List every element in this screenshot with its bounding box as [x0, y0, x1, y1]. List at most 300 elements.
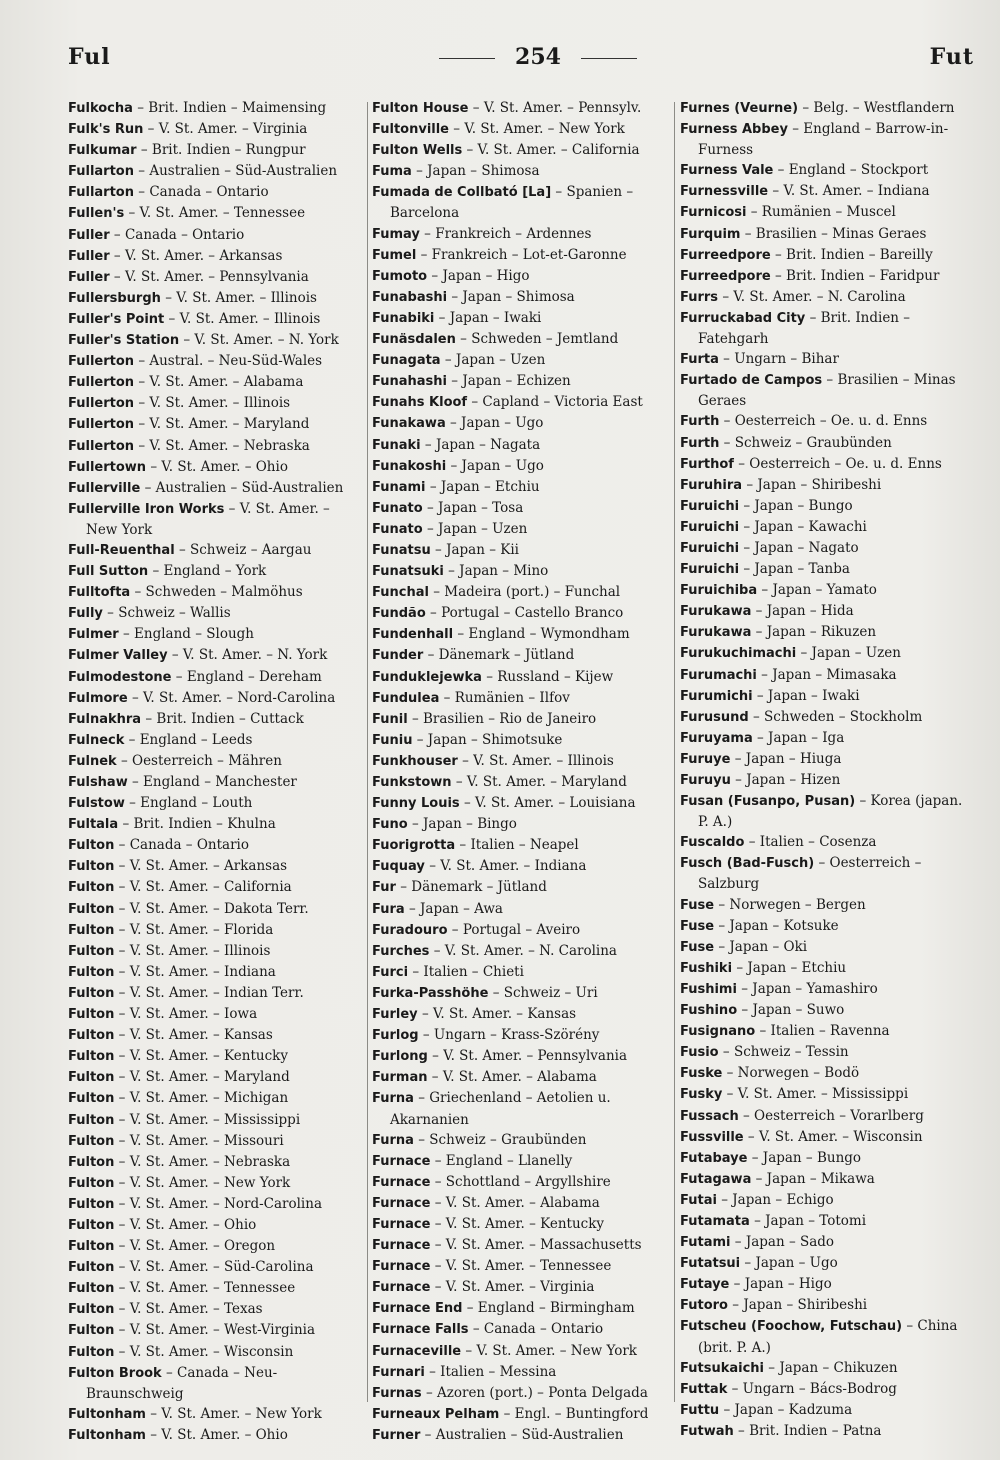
entry-location: – England – Louth — [124, 795, 253, 812]
entry-location: – Japan – Kii — [430, 541, 519, 558]
list-item — [372, 983, 670, 1004]
entry-name: Furquim — [680, 226, 741, 242]
entry-location: – Italien – Ravenna — [755, 1023, 890, 1040]
entry-name: Fullerton — [68, 396, 135, 412]
entry-location: – Ungarn – Bihar — [718, 351, 839, 368]
entry-name: Fussach — [680, 1108, 739, 1124]
entry-location: – Italien – Messina — [424, 1363, 557, 1380]
list-item — [68, 962, 364, 983]
entry-location: – Italien – Chieti — [408, 963, 524, 980]
entry-location: – Italien – Neapel — [455, 837, 579, 854]
entry-name: Furnicosi — [680, 205, 747, 221]
list-item — [372, 224, 670, 245]
entry-location: – Japan – Chikuzen — [764, 1359, 898, 1376]
list-item — [680, 622, 972, 643]
list-item — [68, 119, 364, 140]
list-item — [680, 1148, 972, 1169]
entry-location: – Japan – Etchiu — [732, 959, 847, 976]
list-item — [680, 665, 972, 686]
entry-location: – V. St. Amer. – Ohio — [145, 1426, 288, 1443]
entry-location: – V. St. Amer. – Wisconsin — [114, 1343, 294, 1360]
entry-name: Fulton — [68, 1133, 115, 1149]
list-item — [372, 772, 670, 793]
entry-name: Furreedpore — [680, 247, 771, 263]
entry-location: – Schweden – Malmöhus — [130, 584, 303, 601]
entry-name: Fushimi — [680, 981, 737, 997]
entry-location: – V. St. Amer. – West-Virginia — [114, 1322, 316, 1339]
entry-location: – V. St. Amer. – Nebraska — [134, 437, 310, 454]
entry-location: – Russland – Kijew — [481, 668, 614, 685]
entry-name: Fultonham — [68, 1427, 146, 1443]
entry-name: Fulton — [68, 1091, 115, 1107]
list-item — [68, 730, 364, 751]
list-item — [680, 349, 972, 370]
entry-location: – Japan – Iga — [752, 729, 845, 746]
entry-location: – Brit. Indien – Bareilly — [770, 246, 933, 263]
entry-name: Fusch (Bad-Fusch) — [680, 856, 815, 872]
list-item — [372, 498, 670, 519]
list-item — [680, 1253, 972, 1274]
entry-name: Furka-Passhöhe — [372, 985, 489, 1001]
entry-name: Funiu — [372, 732, 413, 748]
entry-name: Fulton — [68, 1049, 115, 1065]
entry-location: – Japan – Uzen — [422, 520, 528, 537]
entry-location: – V. St. Amer. – Florida — [114, 921, 274, 938]
list-item — [68, 941, 364, 962]
list-item — [680, 1169, 972, 1190]
entry-name: Fulton — [68, 985, 115, 1001]
entry-name: Furnari — [372, 1364, 425, 1380]
list-item — [372, 1046, 670, 1067]
list-item — [680, 308, 972, 349]
entry-location: – V. St. Amer. – Nord-Carolina — [114, 1195, 322, 1212]
entry-name: Fulton — [68, 1281, 115, 1297]
list-item — [68, 793, 364, 814]
list-item — [68, 182, 364, 203]
list-item — [680, 1316, 972, 1357]
entry-name: Furches — [372, 943, 430, 959]
list-item — [68, 1004, 364, 1025]
list-item — [372, 329, 670, 350]
entry-name: Fuller's Station — [68, 333, 180, 349]
entry-location: – Austral. – Neu-Süd-Wales — [134, 353, 323, 370]
list-item — [372, 1319, 670, 1340]
list-item — [680, 1042, 972, 1063]
entry-location: – V. St. Amer. – Alabama — [430, 1194, 600, 1211]
entry-location: – V. St. Amer. – Arkansas — [109, 247, 283, 264]
list-item — [68, 1425, 364, 1446]
entry-name: Fullen's — [68, 206, 125, 222]
list-item — [68, 920, 364, 941]
entry-location: – V. St. Amer. – Michigan — [114, 1090, 289, 1107]
list-item — [680, 1232, 972, 1253]
list-item — [372, 140, 670, 161]
entry-name: Futatsui — [680, 1256, 741, 1272]
entry-location: – Japan – Hizen — [730, 772, 841, 788]
entry-name: Funami — [372, 479, 426, 495]
entry-location: – Brasilien – Minas Geraes — [698, 372, 956, 410]
entry-name: Fumada de Collbató [La] — [372, 185, 552, 201]
entry-name: Fullarton — [68, 164, 134, 180]
entry-location: – V. St. Amer. – Nebraska — [114, 1153, 291, 1170]
entry-name: Fuma — [372, 164, 412, 180]
entry-name: Fulnek — [68, 753, 117, 769]
entry-name: Funil — [372, 711, 408, 727]
entry-name: Fulnakhra — [68, 711, 142, 727]
list-item — [372, 877, 670, 898]
entry-location: – V. St. Amer. – Texas — [114, 1301, 263, 1318]
entry-name: Futaye — [680, 1277, 730, 1293]
entry-location: – Brit. Indien – Rungpur — [136, 142, 306, 159]
entry-location: – V. St. Amer. – Kansas — [114, 1027, 273, 1044]
entry-name: Futamata — [680, 1213, 750, 1229]
list-item — [372, 1404, 670, 1425]
list-item — [68, 351, 364, 372]
list-item — [68, 624, 364, 645]
entry-name: Fuscaldo — [680, 835, 745, 851]
entry-location: – Japan – Bingo — [407, 816, 517, 833]
entry-location: – V. St. Amer. – Arkansas — [114, 858, 288, 875]
entry-name: Furnace — [372, 1216, 431, 1232]
entry-name: Funaki — [372, 437, 421, 453]
entry-location: – Japan – Higo — [729, 1276, 832, 1293]
entry-location: – Japan – Bungo — [739, 497, 853, 514]
entry-location: – V. St. Amer. – Maryland — [114, 1069, 290, 1086]
entry-location: – Japan – Totomi — [749, 1212, 867, 1229]
entry-name: Fulton — [68, 922, 115, 938]
list-item — [680, 707, 972, 728]
entry-name: Futscheu (Foochow, Futschau) — [680, 1319, 903, 1335]
entry-name: Furuichi — [680, 562, 740, 578]
entry-location: – Japan – Rikuzen — [751, 624, 877, 641]
entry-name: Fur — [372, 880, 396, 896]
entry-name: Fullersburgh — [68, 290, 161, 306]
entry-location: – V. St. Amer. – N. York — [167, 647, 328, 664]
entry-name: Furth — [680, 435, 720, 451]
entry-name: Fumel — [372, 247, 417, 263]
entry-location: – Ungarn – Bács-Bodrog — [727, 1380, 897, 1397]
entry-name: Furnace — [372, 1238, 431, 1254]
list-item — [680, 1021, 972, 1042]
entry-location: – V. St. Amer. – Pennsylvania — [109, 268, 309, 285]
entry-name: Furlog — [372, 1028, 419, 1044]
entry-location: – Australien – Süd-Australien — [133, 163, 338, 180]
list-item — [680, 686, 972, 707]
entry-location: – V. St. Amer. – New York — [461, 1342, 637, 1359]
entry-location: – Dänemark – Jütland — [423, 647, 575, 664]
list-item — [68, 372, 364, 393]
list-item — [68, 161, 364, 182]
entry-location: – Brasilien – Minas Geraes — [740, 225, 927, 242]
list-item — [372, 1256, 670, 1277]
entry-name: Furuyu — [680, 773, 731, 788]
entry-name: Fulk's Run — [68, 122, 144, 138]
list-item — [68, 457, 364, 478]
entry-name: Fulton Brook — [68, 1365, 162, 1381]
list-item — [680, 853, 972, 894]
entry-name: Fundenhall — [372, 627, 454, 643]
entry-location: – V. St. Amer. – N. Carolina — [429, 942, 617, 959]
entry-location: – Japan – Iwaki — [752, 687, 860, 704]
list-item — [680, 1295, 972, 1316]
list-item — [372, 899, 670, 920]
entry-name: Furness Abbey — [680, 122, 788, 138]
header-rule-left — [439, 58, 495, 59]
entry-name: Fultala — [68, 817, 119, 833]
entry-name: Funäsdalen — [372, 332, 456, 348]
entry-location: – Schottland – Argyllshire — [430, 1173, 611, 1190]
entry-name: Fulneck — [68, 732, 125, 748]
entry-name: Fulton Wells — [372, 143, 463, 159]
entry-name: Furthof — [680, 456, 734, 472]
list-item — [68, 772, 364, 793]
entry-name: Fulton — [68, 1217, 115, 1233]
entry-name: Funahs Kloof — [372, 395, 468, 411]
list-item — [68, 1088, 364, 1109]
entry-name: Fumay — [372, 226, 420, 242]
entry-name: Fusignano — [680, 1024, 756, 1040]
entry-location: – Japan – Hiuga — [730, 750, 842, 767]
entry-name: Furreedpore — [680, 268, 771, 284]
entry-name: Furuichi — [680, 519, 740, 535]
entry-name: Fultonville — [372, 122, 450, 138]
column-3 — [680, 98, 972, 1439]
entry-name: Fuse — [680, 897, 715, 913]
entry-name: Fulltofta — [68, 585, 131, 601]
entry-location: – Rumänien – Muscel — [746, 204, 896, 221]
entry-location: – Japan – Ugo — [740, 1255, 838, 1272]
list-item — [68, 393, 364, 414]
list-item — [372, 561, 670, 582]
entry-name: Furuichiba — [680, 583, 758, 599]
list-item — [372, 1088, 670, 1129]
entry-name: Fulmer — [68, 627, 119, 643]
entry-location: – Japan – Yamato — [757, 582, 877, 599]
list-item — [680, 1063, 972, 1084]
entry-name: Fusky — [680, 1087, 723, 1103]
list-item — [68, 582, 364, 603]
entry-name: Fullarton — [68, 185, 134, 201]
entry-name: Futtu — [680, 1402, 720, 1418]
entry-name: Fulton — [68, 1302, 115, 1318]
entry-name: Fusan (Fusanpo, Pusan) — [680, 794, 856, 810]
entry-name: Funabashi — [372, 289, 448, 305]
list-item — [372, 1362, 670, 1383]
entry-name: Funder — [372, 648, 424, 664]
entry-name: Fuller — [68, 227, 110, 243]
entry-name: Funny Louis — [372, 796, 460, 812]
entry-name: Furuhira — [680, 477, 743, 493]
entry-location: – V. St. Amer. – Kansas — [417, 1006, 577, 1023]
entry-location: – Brit. Indien – Cuttack — [141, 710, 304, 727]
list-item — [68, 1257, 364, 1278]
entry-location: – Schweiz – Aargau — [174, 541, 312, 558]
entry-location: – Madeira (port.) – Funchal — [428, 584, 621, 601]
entry-location: – V. St. Amer. – New York — [114, 1174, 291, 1191]
entry-location: – Japan – Hida — [751, 603, 854, 620]
list-item — [680, 832, 972, 853]
list-item — [680, 1421, 972, 1442]
entry-name: Furci — [372, 964, 409, 980]
entry-name: Furness Vale — [680, 163, 774, 179]
entry-name: Furnace — [372, 1195, 431, 1211]
entry-location: – Canada – Ontario — [109, 226, 245, 243]
entry-name: Fulton — [68, 1070, 115, 1086]
entry-location: – Spanien – Barcelona — [390, 184, 634, 222]
entry-location: – V. St. Amer. – Maryland — [134, 416, 310, 433]
entry-name: Fulton — [68, 1239, 115, 1255]
list-item — [372, 477, 670, 498]
list-item — [680, 791, 972, 832]
entry-location: – Rumänien – Ilfov — [439, 689, 570, 706]
list-item — [372, 266, 670, 287]
list-item — [68, 1152, 364, 1173]
list-item — [372, 456, 670, 477]
list-item — [680, 1084, 972, 1105]
list-item — [68, 688, 364, 709]
entry-name: Furuyama — [680, 730, 753, 746]
entry-location: – Japan – Nagato — [739, 539, 859, 556]
list-item — [68, 561, 364, 582]
entry-location: – V. St. Amer. – Indiana — [768, 183, 930, 200]
entry-name: Furukawa — [680, 604, 752, 620]
entry-name: Funkstown — [372, 775, 452, 790]
entry-location: – Norwegen – Bergen — [714, 896, 866, 913]
entry-location: – Japan – Iwaki — [434, 309, 542, 326]
entry-location: – Canada – Ontario — [114, 837, 249, 854]
entry-name: Fulton — [68, 964, 115, 980]
entry-location: – Japan – Sado — [730, 1234, 835, 1251]
entry-name: Furnessville — [680, 184, 769, 200]
entry-location: – Japan – Echizen — [447, 373, 571, 390]
entry-name: Furnace — [372, 1280, 431, 1296]
list-item — [372, 645, 670, 666]
entry-location: – Japan – Awa — [404, 900, 503, 917]
list-item — [68, 1025, 364, 1046]
entry-location: – V. St. Amer. – Süd-Carolina — [114, 1259, 314, 1276]
entry-name: Fulmer Valley — [68, 648, 168, 664]
entry-location: – V. St. Amer. – Illinois — [164, 310, 321, 327]
entry-location: – Japan – Bungo — [747, 1149, 862, 1166]
entry-name: Furnace — [372, 1153, 431, 1169]
entry-location: – Japan – Shimosa — [447, 288, 575, 305]
column-divider-2 — [674, 102, 675, 1402]
entry-location: – V. St. Amer. – Massachusetts — [430, 1237, 642, 1254]
entry-location: – V. St. Amer. – Iowa — [114, 1006, 258, 1023]
entry-location: – Japan – Shimosa — [411, 163, 540, 180]
entry-name: Furumichi — [680, 688, 753, 704]
list-item — [68, 1236, 364, 1257]
entry-location: – Brasilien – Rio de Janeiro — [407, 710, 597, 727]
list-item — [372, 1341, 670, 1362]
list-item — [372, 920, 670, 941]
header-rule-right — [581, 58, 637, 59]
entry-location: – V. St. Amer. – Louisiana — [459, 795, 636, 812]
entry-location: – V. St. Amer. – Tennessee — [114, 1280, 296, 1297]
list-item — [680, 370, 972, 411]
entry-location: – Oesterreich – Oe. u. d. Enns — [719, 413, 928, 430]
entry-location: – Brit. Indien – Maimensing — [132, 100, 327, 116]
list-item — [680, 979, 972, 1000]
entry-name: Fullerville Iron Works — [68, 501, 225, 517]
entry-name: Fulkumar — [68, 143, 137, 159]
entry-location: – Oesterreich – Salzburg — [698, 855, 922, 893]
entry-location: – Schweden – Jemtland — [455, 331, 619, 348]
entry-name: Furumachi — [680, 667, 757, 683]
entry-location: – V. St. Amer. – Indiana — [114, 963, 276, 980]
entry-name: Furtado de Campos — [680, 373, 823, 389]
list-item — [680, 224, 972, 245]
list-item — [680, 1190, 972, 1211]
list-item — [68, 667, 364, 688]
entry-name: Fulton — [68, 1323, 115, 1339]
list-item — [680, 580, 972, 601]
entry-name: Fulton — [68, 1196, 115, 1212]
entry-location: – Brit. Indien – Patna — [733, 1422, 882, 1439]
list-item — [68, 1173, 364, 1194]
entry-location: – V. St. Amer. – Virginia — [143, 121, 308, 138]
entry-location: – Japan – Mimasaka — [756, 666, 897, 683]
entry-name: Fuller — [68, 269, 110, 285]
list-item — [68, 899, 364, 920]
entry-columns — [68, 98, 972, 1443]
list-item — [68, 414, 364, 435]
list-item — [372, 814, 670, 835]
entry-location: – Japan – Tosa — [422, 499, 524, 516]
list-item — [680, 1400, 972, 1421]
entry-name: Futabaye — [680, 1150, 748, 1166]
entry-name: Futsukaichi — [680, 1360, 764, 1376]
list-item — [680, 749, 972, 770]
list-item — [680, 1358, 972, 1379]
entry-name: Furadouro — [372, 922, 448, 938]
entry-name: Fulton — [68, 1175, 115, 1191]
column-divider-1 — [367, 102, 368, 1402]
entry-location: – V. St. Amer. – New York — [86, 500, 330, 538]
entry-location: – V. St. Amer. – Illinois — [114, 942, 271, 959]
entry-location: – Japan – Yamashiro — [736, 980, 878, 997]
header-left-catchword: Ful — [68, 44, 111, 70]
list-item — [680, 1106, 972, 1127]
list-item — [372, 667, 670, 688]
entry-location: – V. St. Amer. – Indiana — [424, 858, 587, 875]
list-item — [372, 392, 670, 413]
list-item — [68, 1215, 364, 1236]
page-header — [68, 44, 974, 84]
entry-location: – Portugal – Aveiro — [447, 921, 581, 938]
entry-location: – England – Stockport — [773, 162, 929, 179]
entry-location: – Brit. Indien – Faridpur — [770, 267, 940, 284]
list-item — [372, 835, 670, 856]
list-item — [68, 1363, 364, 1404]
list-item — [680, 202, 972, 223]
entry-location: – Ungarn – Krass-Szörény — [418, 1027, 600, 1044]
entry-location: – Belg. – Westflandern — [798, 100, 955, 116]
entry-name: Fuquay — [372, 859, 425, 875]
list-item — [68, 499, 364, 540]
list-item — [680, 160, 972, 181]
entry-location: – V. St. Amer. – N. York — [179, 332, 339, 349]
list-item — [680, 1274, 972, 1295]
entry-name: Fulton — [68, 1028, 115, 1044]
entry-location: – Schweiz – Graubünden — [413, 1131, 587, 1148]
entry-location: – V. St. Amer. – Oregon — [114, 1238, 276, 1255]
entry-name: Fultonham — [68, 1406, 146, 1422]
list-item — [68, 1320, 364, 1341]
entry-name: Fushino — [680, 1003, 738, 1019]
entry-location: – Japan – Nagata — [420, 436, 541, 453]
entry-location: – Japan – Shimotsuke — [412, 731, 563, 748]
